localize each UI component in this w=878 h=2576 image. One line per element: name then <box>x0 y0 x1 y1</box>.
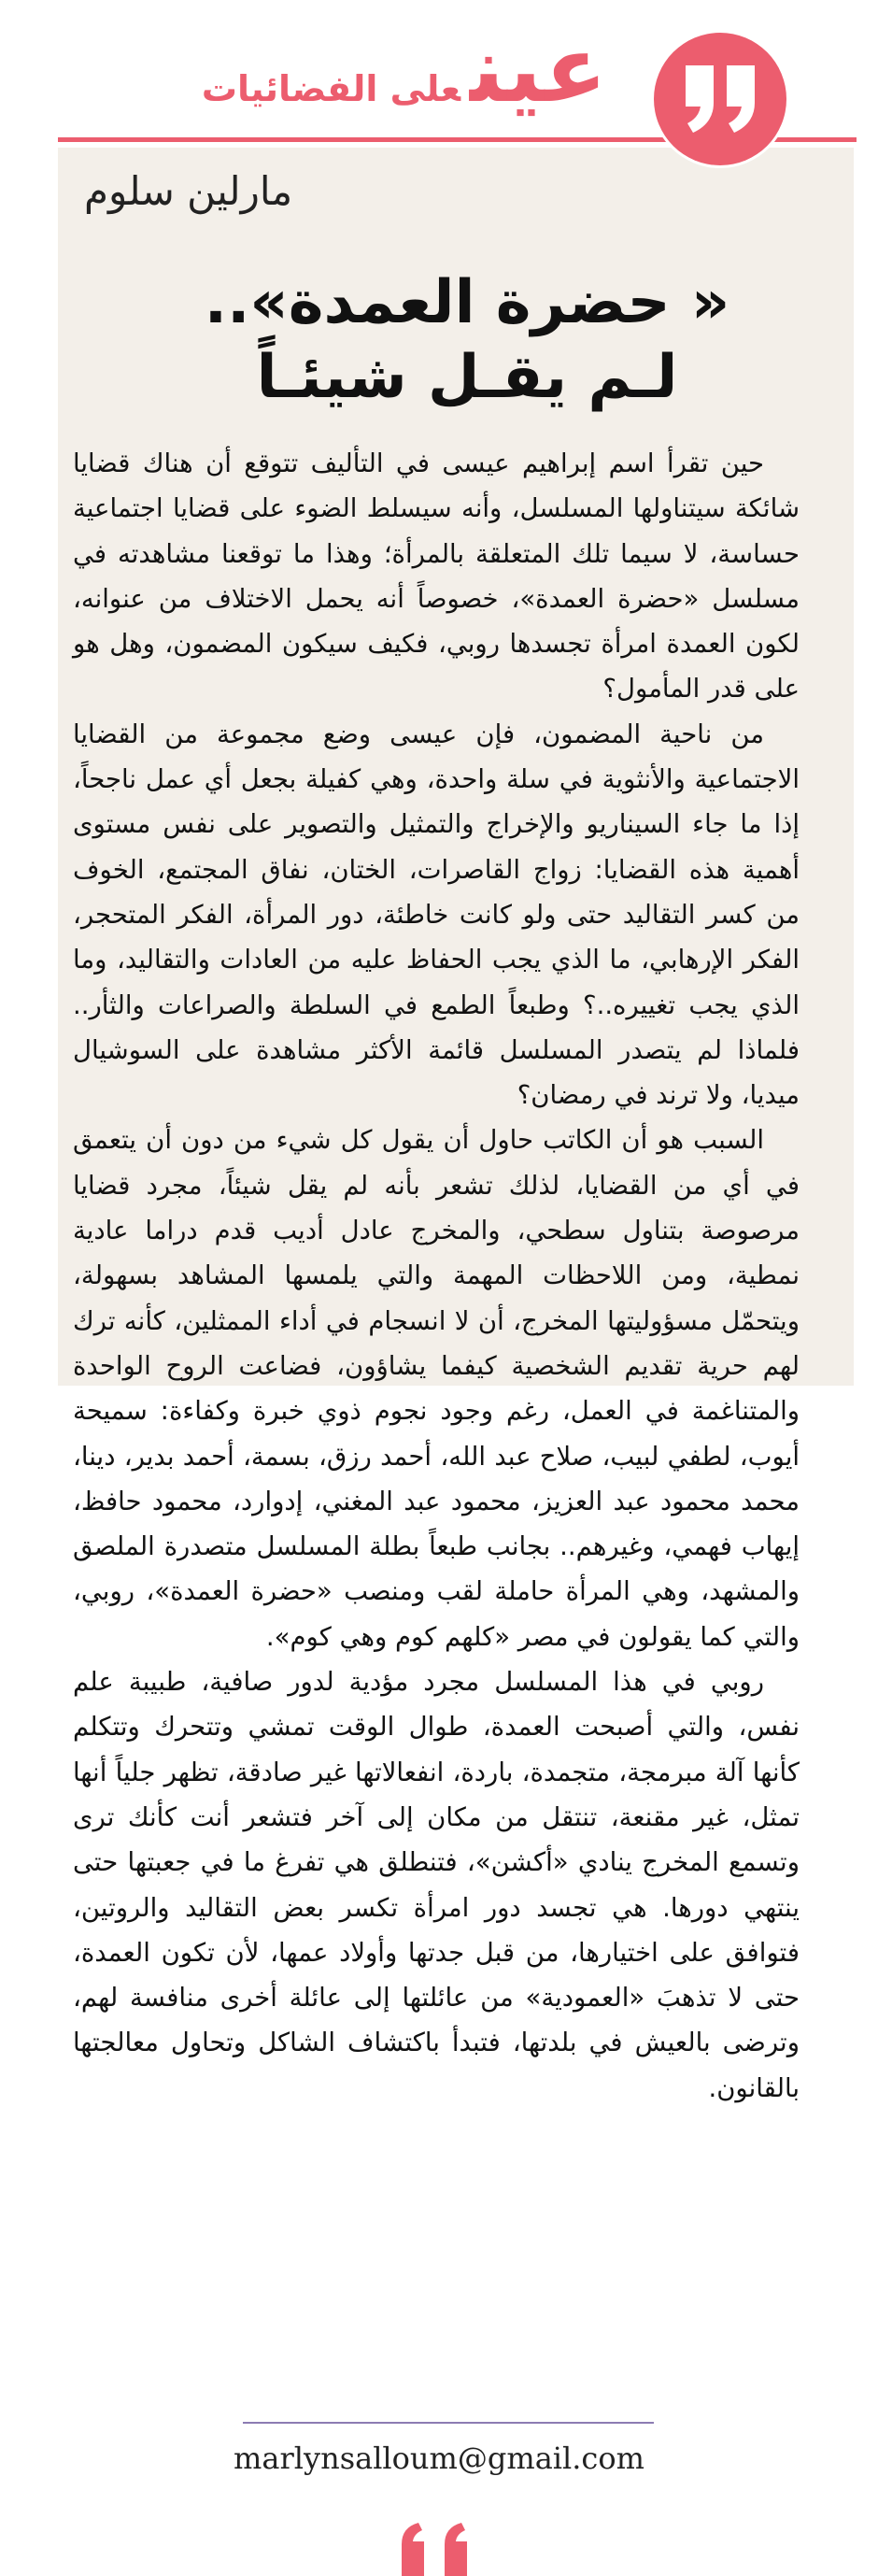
article-paragraph: السبب هو أن الكاتب حاول أن يقول كل شيء من دون أن يتعمق في أي من القضايا، لذلك تشعر بأنه لم يقل شيئاً، مجرد قضايا مرصوصة بتناول سطحي، والمخرج عادل أديب قدم دراما عادية نمطية، ومن اللاحظات المهمة والتي يلمسها المشاهد بسهولة، ويتحمّل مسؤوليتها المخرج، أن لا انسجام في أداء الممثلين، كأنه ترك لهم حرية تقديم الشخصية كيفما يشاؤون، فضاعت الروح الواحدة والمتناغمة في العمل، رغم وجود نجوم ذوي خبرة وكفاءة: سميحة أيوب، لطفي لبيب، صلاح عبد الله، أحمد رزق، بسمة، أحمد بدير، دينا، محمد محمود عبد العزيز، محمود عبد المغني، إدوارد، محمود حافظ، إيهاب فهمي، وغيرهم.. بجانب طبعاً بطلة المسلسل متصدرة الملصق والمشهد، وهي المرأة حاملة لقب ومنصب «حضرة العمدة»، روبي، والتي كما يقولون في مصر «كلهم كوم وهي كوم». <box>73 1125 800 1652</box>
section-header <box>0 0 878 149</box>
footer-divider <box>243 2422 654 2424</box>
article-paragraph: من ناحية المضمون، فإن عيسى وضع مجموعة من القضايا الاجتماعية والأنثوية في سلة واحدة، وهي كفيلة بجعل أي عمل ناجحاً، إذا ما جاء السيناريو والإخراج والتمثيل والتصوير على نفس مستوى أهمية هذه القضايا: زواج القاصرات، الختان، نفاق المجتمع، الخوف من كسر التقاليد حتى ولو كانت خاطئة، دور المرأة، الفكر المتحجر، الفكر الإرهابي، ما الذي يجب الحفاظ عليه من العادات والتقاليد، وما الذي يجب تغييره..؟ وطبعاً الطمع في السلطة والصراعات والثأر.. فلماذا لم يتصدر المسلسل قائمة الأكثر مشاهدة على السوشيال ميديا، ولا ترند في رمضان؟ <box>73 719 800 1111</box>
quote-badge <box>654 33 786 165</box>
section-title-sub: على الفضائيات <box>201 68 461 109</box>
author-name: مارلين سلوم <box>84 168 293 214</box>
headline-line-2: لـم يقـل شيئـاً <box>256 343 678 412</box>
article-paragraph: حين تقرأ اسم إبراهيم عيسى في التأليف تتوقع أن هناك قضايا شائكة سيتناولها المسلسل، وأنه سيسلط الضوء على قضايا اجتماعية حساسة، لا سيما تلك المتعلقة بالمرأة؛ وهذا ما توقعنا مشاهدته في مسلسل «حضرة العمدة»، خصوصاً أنه يحمل الاختلاف من عنوانه، لكون العمدة امرأة تجسدها روبي، فكيف سيكون المضمون، وهل هو على قدر المأمول؟ <box>73 448 800 704</box>
author-email: marlynsalloum@gmail.com <box>234 2441 644 2476</box>
article-body <box>73 441 800 2111</box>
closing-quote-icon <box>392 2523 486 2576</box>
section-title-main: عين <box>470 17 607 123</box>
headline-line-1: « حضرة العمدة».. <box>204 268 730 337</box>
section-title <box>84 17 607 123</box>
quote-icon <box>678 62 762 136</box>
article-paragraph: روبي في هذا المسلسل مجرد مؤدية لدور صافية، طبيبة علم نفس، والتي أصبحت العمدة، طوال الوقت تمشي وتتحرك وتتكلم كأنها آلة مبرمجة، متجمدة، باردة، انفعالاتها غير صادقة، تظهر جلياً أنها تمثل، غير مقنعة، تنتقل من مكان إلى آخر فتشعر أنت كأنك ترى وتسمع المخرج ينادي «أكشن»، فتنطلق هي تفرغ ما في جعبتها حتى ينتهي دورها. هي تجسد دور امرأة تكسر بعض التقاليد والروتين، فتوافق على اختيارها، من قبل جدتها وأولاد عمها، لأن تكون العمدة، حتى لا تذهبَ «العمودية» من عائلتها إلى عائلة أخرى منافسة لهم، وترضى بالعيش في بلدتها، فتبدأ باكتشاف الشاكل وتحاول معالجتها بالقانون. <box>73 1667 800 2103</box>
